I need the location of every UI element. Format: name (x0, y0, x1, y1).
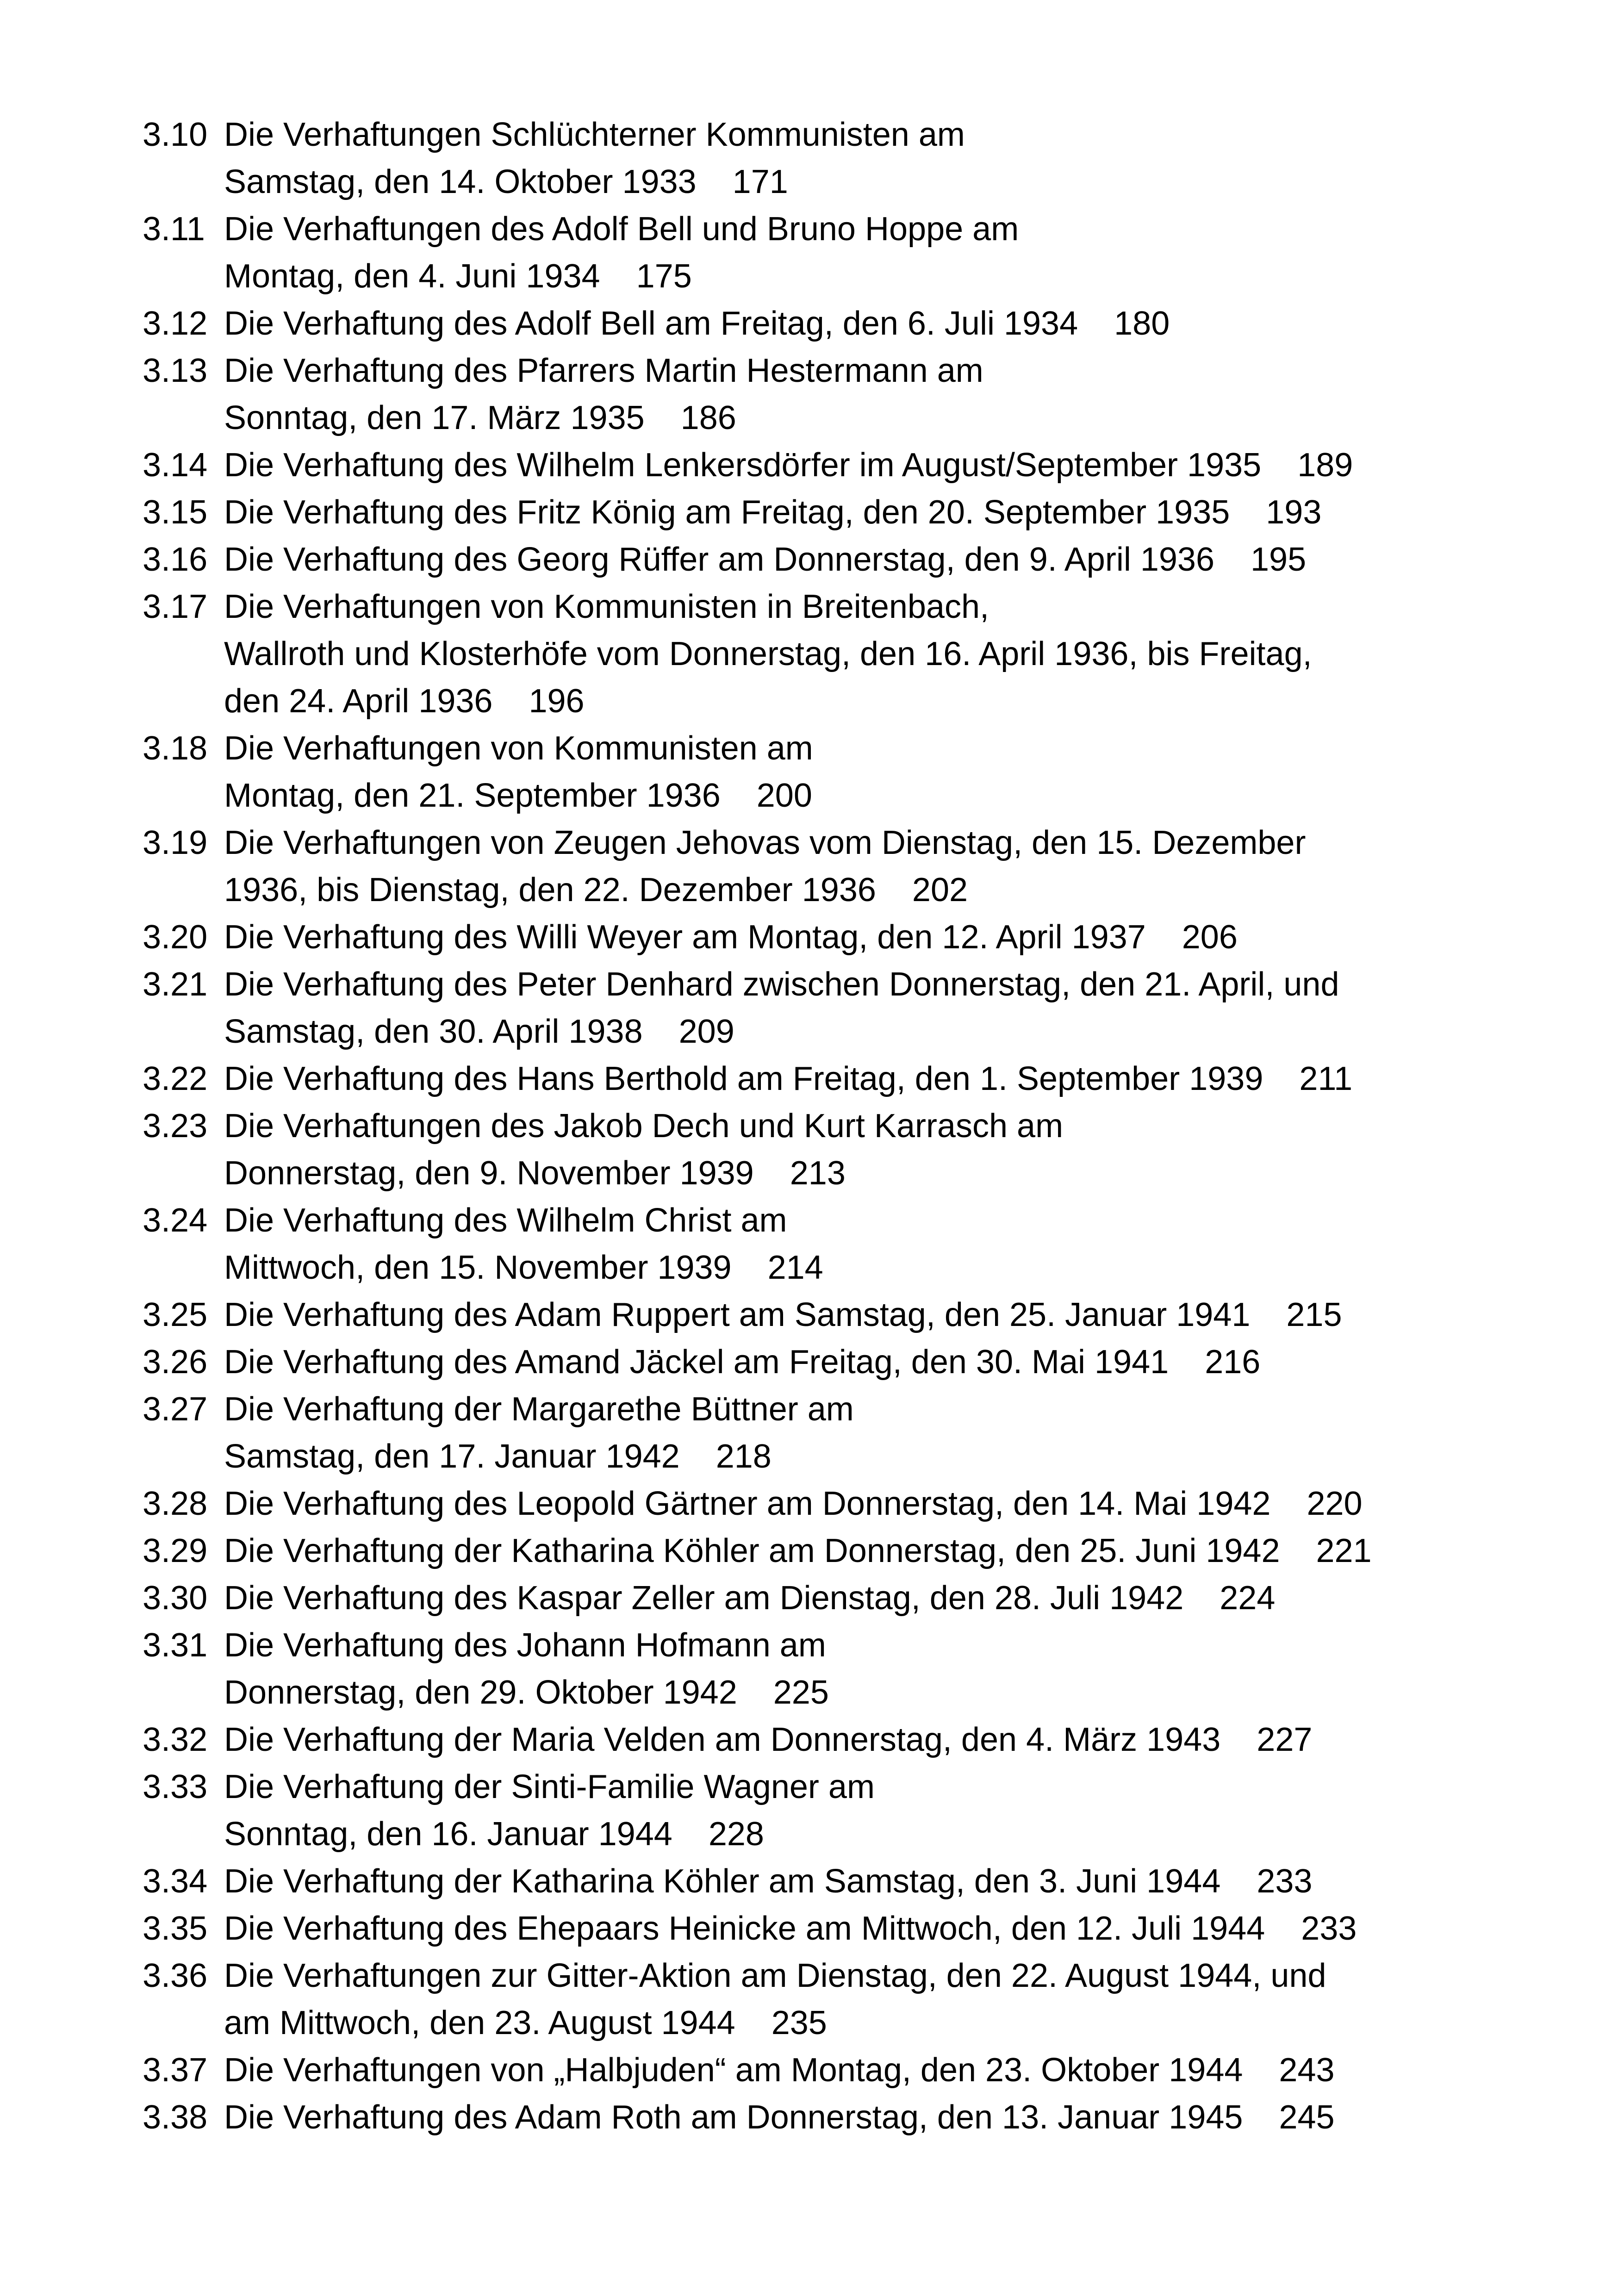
toc-entry-title-text: Die Verhaftung des Adolf Bell am Freitag, den 6. Juli 1934 (224, 305, 1078, 342)
toc-entry-title (224, 1291, 1531, 1338)
toc-entry-number: 3.12 (143, 305, 208, 342)
toc-entry-title-text: Samstag, den 30. April 1938 (224, 1013, 643, 1050)
toc-entry-title-line (224, 1102, 1531, 1150)
toc-entry-page-number: 202 (912, 871, 968, 908)
toc-entry-page-number: 220 (1307, 1485, 1363, 1522)
toc-entry-title-line (224, 914, 1531, 961)
toc-entry-title-text: Die Verhaftung des Wilhelm Lenkersdörfer im August/September 1935 (224, 447, 1262, 484)
toc-entry-title-line (224, 2047, 1531, 2094)
toc-entry-title-line (224, 1150, 1531, 1197)
toc-entry-title (224, 1716, 1531, 1763)
toc-entry-title (224, 1386, 1531, 1480)
toc-entry-title (224, 583, 1531, 725)
toc-entry-number: 3.22 (143, 1060, 208, 1097)
toc-entry-title-text: Die Verhaftung des Adam Ruppert am Samstag, den 25. Januar 1941 (224, 1296, 1251, 1333)
toc-entry-number: 3.20 (143, 919, 208, 956)
toc-entry-page-number: 189 (1297, 447, 1353, 484)
toc-entry-title (224, 961, 1531, 1055)
toc-entry-title (224, 347, 1531, 442)
toc-entry-title-text: Die Verhaftung der Katharina Köhler am Samstag, den 3. Juni 1944 (224, 1863, 1221, 1900)
toc-entry-title-line (224, 1055, 1531, 1102)
toc-entry-title-line (224, 678, 1531, 725)
toc-entry (143, 1197, 1531, 1291)
toc-entry-number: 3.25 (143, 1296, 208, 1333)
toc-entry-title (224, 1763, 1531, 1858)
toc-entry-title-text: Die Verhaftung des Leopold Gärtner am Donnerstag, den 14. Mai 1942 (224, 1485, 1271, 1522)
toc-entry-title-line (224, 394, 1531, 442)
toc-entry-title (224, 489, 1531, 536)
toc-entry-title-line (224, 1763, 1531, 1811)
toc-entry-page-number: 245 (1279, 2099, 1335, 2136)
toc-entry-number: 3.34 (143, 1863, 208, 1900)
toc-entry-number: 3.29 (143, 1532, 208, 1569)
toc-entry-title (224, 1055, 1531, 1102)
toc-entry-title-line (224, 1244, 1531, 1291)
toc-entry-number: 3.35 (143, 1910, 208, 1947)
toc-entry-title-text: Die Verhaftung des Wilhelm Christ am (224, 1202, 787, 1239)
toc-entry-title-text: Die Verhaftung des Ehepaars Heinicke am Mittwoch, den 12. Juli 1944 (224, 1910, 1265, 1947)
toc-entry-title (224, 442, 1531, 489)
toc-entry-title-line (224, 347, 1531, 394)
toc-entry-page-number: 186 (680, 399, 736, 436)
toc-entry-title-text: Die Verhaftung des Kaspar Zeller am Dienstag, den 28. Juli 1942 (224, 1580, 1184, 1617)
toc-entry-number: 3.17 (143, 588, 208, 625)
toc-entry-page-number: 213 (790, 1155, 846, 1192)
toc-entry-title (224, 2047, 1531, 2094)
toc-entry-title-text: Die Verhaftungen von „Halbjuden“ am Montag, den 23. Oktober 1944 (224, 2052, 1243, 2089)
toc-entry-page-number: 225 (773, 1674, 829, 1711)
toc-entry-number: 3.11 (143, 211, 205, 248)
toc-entry (143, 1622, 1531, 1716)
toc-entry-title (224, 1197, 1531, 1291)
toc-entry-title-text: Donnerstag, den 9. November 1939 (224, 1155, 754, 1192)
toc-entry-title-line (224, 583, 1531, 630)
toc-entry (143, 961, 1531, 1055)
toc-entry (143, 1480, 1531, 1527)
toc-entry-page-number: 235 (771, 2004, 827, 2041)
toc-entry-page-number: 209 (678, 1013, 734, 1050)
toc-entry-title (224, 205, 1531, 300)
toc-entry-title-line (224, 772, 1531, 819)
toc-entry-title (224, 914, 1531, 961)
toc-entry-title-text: Donnerstag, den 29. Oktober 1942 (224, 1674, 737, 1711)
toc-entry-title-line (224, 158, 1531, 205)
toc-entry-title-line (224, 1008, 1531, 1055)
toc-entry-title-text: Die Verhaftung des Peter Denhard zwischen Donnerstag, den 21. April, und (224, 966, 1339, 1003)
toc-entry-number: 3.14 (143, 447, 208, 484)
toc-entry-title-text: Mittwoch, den 15. November 1939 (224, 1249, 732, 1286)
toc-entry-number: 3.18 (143, 730, 208, 767)
toc-entry-page-number: 215 (1286, 1296, 1342, 1333)
toc-entry-page-number: 218 (716, 1438, 772, 1475)
toc-entry-title-text: den 24. April 1936 (224, 683, 493, 720)
toc-entry-page-number: 211 (1299, 1060, 1353, 1097)
toc-entry-title-line (224, 300, 1531, 347)
toc-entry-title (224, 1102, 1531, 1197)
toc-entry-title (224, 300, 1531, 347)
toc-entry-title-text: Die Verhaftung der Maria Velden am Donnerstag, den 4. März 1943 (224, 1721, 1221, 1758)
toc-entry-title-text: Die Verhaftungen des Adolf Bell und Bruno Hoppe am (224, 211, 1019, 248)
toc-entry (143, 347, 1531, 442)
toc-entry-page-number: 175 (636, 258, 692, 295)
toc-entry (143, 1858, 1531, 1905)
toc-entry-title-line (224, 1811, 1531, 1858)
toc-entry (143, 1102, 1531, 1197)
toc-entry-title-text: Sonntag, den 17. März 1935 (224, 399, 645, 436)
toc-entry-page-number: 233 (1301, 1910, 1357, 1947)
toc-entry-title-line (224, 536, 1531, 583)
toc-entry-title-text: am Mittwoch, den 23. August 1944 (224, 2004, 735, 2041)
toc-entry-title (224, 819, 1531, 914)
toc-entry-number: 3.30 (143, 1580, 208, 1617)
toc-entry-number: 3.16 (143, 541, 208, 578)
toc-entry-number: 3.33 (143, 1768, 208, 1805)
toc-entry-title-text: 1936, bis Dienstag, den 22. Dezember 1936 (224, 871, 876, 908)
toc-entry-title-line (224, 1999, 1531, 2047)
toc-entry-title-line (224, 819, 1531, 866)
toc-entry-page-number: 214 (767, 1249, 823, 1286)
toc-entry-page-number: 193 (1266, 494, 1322, 531)
toc-entry (143, 489, 1531, 536)
toc-entry-page-number: 243 (1279, 2052, 1335, 2089)
toc-entry-title-line (224, 1480, 1531, 1527)
toc-entry-title-line (224, 1338, 1531, 1386)
toc-entry-title-line (224, 1433, 1531, 1480)
toc-entry-number: 3.36 (143, 1957, 208, 1994)
toc-entry-title-line (224, 1858, 1531, 1905)
toc-entry-page-number: 200 (756, 777, 812, 814)
toc-entry-title-line (224, 1574, 1531, 1622)
toc-entry-number: 3.19 (143, 824, 208, 861)
toc-entry-title-text: Die Verhaftungen zur Gitter-Aktion am Dienstag, den 22. August 1944, und (224, 1957, 1326, 1994)
toc-entry-title (224, 111, 1531, 205)
toc-entry-title (224, 2094, 1531, 2141)
toc-entry (143, 1527, 1531, 1574)
toc-entry-title-line (224, 111, 1531, 158)
toc-entry (143, 1055, 1531, 1102)
toc-entry (143, 725, 1531, 819)
toc-entry-number: 3.28 (143, 1485, 208, 1522)
toc-entry-title-text: Die Verhaftung des Adam Roth am Donnerstag, den 13. Januar 1945 (224, 2099, 1243, 2136)
toc-entry-title-text: Die Verhaftungen von Zeugen Jehovas vom Dienstag, den 15. Dezember (224, 824, 1306, 861)
toc-entry-number: 3.31 (143, 1627, 208, 1664)
toc-entry-title-line (224, 1952, 1531, 1999)
toc-entry-title-text: Die Verhaftung des Amand Jäckel am Freitag, den 30. Mai 1941 (224, 1344, 1169, 1381)
toc-entry-page-number: 195 (1251, 541, 1307, 578)
toc-entry (143, 1574, 1531, 1622)
toc-entry (143, 1952, 1531, 2047)
toc-entry (143, 1338, 1531, 1386)
toc-entry-title-text: Die Verhaftung des Willi Weyer am Montag, den 12. April 1937 (224, 919, 1146, 956)
toc-entry-title (224, 1527, 1531, 1574)
toc-entry-title-text: Die Verhaftungen von Kommunisten in Breitenbach, (224, 588, 989, 625)
toc-entry-page-number: 227 (1257, 1721, 1313, 1758)
toc-entry-title-line (224, 1291, 1531, 1338)
toc-entry-title-text: Montag, den 21. September 1936 (224, 777, 721, 814)
toc-entry-title-text: Die Verhaftung der Margarethe Büttner am (224, 1391, 854, 1428)
toc-entry-title (224, 1338, 1531, 1386)
toc-entry-title-text: Die Verhaftung des Georg Rüffer am Donnerstag, den 9. April 1936 (224, 541, 1214, 578)
toc-entry-number: 3.15 (143, 494, 208, 531)
toc-entry-title-line (224, 205, 1531, 253)
toc-entry-number: 3.24 (143, 1202, 208, 1239)
toc-entry (143, 442, 1531, 489)
toc-entry-title-line (224, 1716, 1531, 1763)
toc-entry-title-line (224, 1669, 1531, 1716)
toc-entry (143, 1763, 1531, 1858)
toc-entry-page-number: 221 (1316, 1532, 1372, 1569)
toc-entry-title-line (224, 489, 1531, 536)
toc-entry-title-text: Die Verhaftung des Johann Hofmann am (224, 1627, 826, 1664)
toc-entry-number: 3.26 (143, 1344, 208, 1381)
toc-entry-title-text: Die Verhaftung der Katharina Köhler am Donnerstag, den 25. Juni 1942 (224, 1532, 1280, 1569)
toc-entry-number: 3.37 (143, 2052, 208, 2089)
toc-entry-title-line (224, 1905, 1531, 1952)
toc-entry-page-number: 233 (1257, 1863, 1313, 1900)
toc-entry-number: 3.21 (143, 966, 208, 1003)
toc-entry-number: 3.27 (143, 1391, 208, 1428)
toc-entry-page-number: 216 (1205, 1344, 1261, 1381)
toc-entry-title-line (224, 1527, 1531, 1574)
toc-entry (143, 205, 1531, 300)
toc-entry (143, 1386, 1531, 1480)
toc-entry-title-line (224, 1386, 1531, 1433)
toc-entry-number: 3.32 (143, 1721, 208, 1758)
toc-entry-title-line (224, 2094, 1531, 2141)
toc-entry-title (224, 1858, 1531, 1905)
toc-entry (143, 819, 1531, 914)
toc-entry (143, 2094, 1531, 2141)
toc-entry-number: 3.13 (143, 352, 208, 389)
toc-entry-number: 3.38 (143, 2099, 208, 2136)
toc-entry-title-text: Samstag, den 17. Januar 1942 (224, 1438, 680, 1475)
toc-entry-number: 3.10 (143, 116, 208, 153)
toc-entry-title-line (224, 442, 1531, 489)
toc-entry-title (224, 1905, 1531, 1952)
toc-entry-title-text: Samstag, den 14. Oktober 1933 (224, 163, 697, 200)
toc-entry-title-line (224, 1622, 1531, 1669)
toc-entry-title-line (224, 961, 1531, 1008)
toc-entry-title (224, 1622, 1531, 1716)
toc-entry-title-text: Sonntag, den 16. Januar 1944 (224, 1816, 672, 1853)
toc-entry (143, 1905, 1531, 1952)
toc-entry-title-text: Die Verhaftung des Fritz König am Freitag, den 20. September 1935 (224, 494, 1230, 531)
toc-entry-page-number: 196 (529, 683, 585, 720)
toc-entry-page-number: 171 (732, 163, 788, 200)
toc-entry-title-text: Die Verhaftungen von Kommunisten am (224, 730, 813, 767)
toc-entry-title (224, 536, 1531, 583)
toc-entry-title-line (224, 725, 1531, 772)
toc-entry-title-text: Die Verhaftungen Schlüchterner Kommunisten am (224, 116, 965, 153)
toc-entry-title (224, 1574, 1531, 1622)
toc-entry-page-number: 228 (708, 1816, 764, 1853)
toc-entry-page-number: 180 (1114, 305, 1170, 342)
toc-entry (143, 1291, 1531, 1338)
toc-entry-title-text: Die Verhaftungen des Jakob Dech und Kurt Karrasch am (224, 1108, 1064, 1145)
toc-entry (143, 583, 1531, 725)
toc-entry (143, 111, 1531, 205)
toc-entry-title-text: Wallroth und Klosterhöfe vom Donnerstag, den 16. April 1936, bis Freitag, (224, 635, 1312, 672)
toc-entry-page-number: 224 (1220, 1580, 1276, 1617)
toc-entry-title (224, 1480, 1531, 1527)
toc-entry-title-text: Die Verhaftung des Hans Berthold am Freitag, den 1. September 1939 (224, 1060, 1263, 1097)
toc-entry (143, 300, 1531, 347)
toc-entry-title-line (224, 253, 1531, 300)
toc-entry-number: 3.23 (143, 1108, 208, 1145)
toc-entry (143, 536, 1531, 583)
toc-entry-title (224, 725, 1531, 819)
toc-entry (143, 1716, 1531, 1763)
toc-entry-title-line (224, 1197, 1531, 1244)
toc-entry-title-text: Die Verhaftung des Pfarrers Martin Hestermann am (224, 352, 983, 389)
toc-entry (143, 914, 1531, 961)
toc-entry-title-line (224, 866, 1531, 914)
toc-entry-title-line (224, 630, 1531, 678)
toc-entry (143, 2047, 1531, 2094)
toc-entry-title-text: Montag, den 4. Juni 1934 (224, 258, 600, 295)
toc-entry-title-text: Die Verhaftung der Sinti-Familie Wagner am (224, 1768, 875, 1805)
toc-entry-title (224, 1952, 1531, 2047)
table-of-contents (143, 111, 1531, 2141)
toc-entry-page-number: 206 (1182, 919, 1238, 956)
